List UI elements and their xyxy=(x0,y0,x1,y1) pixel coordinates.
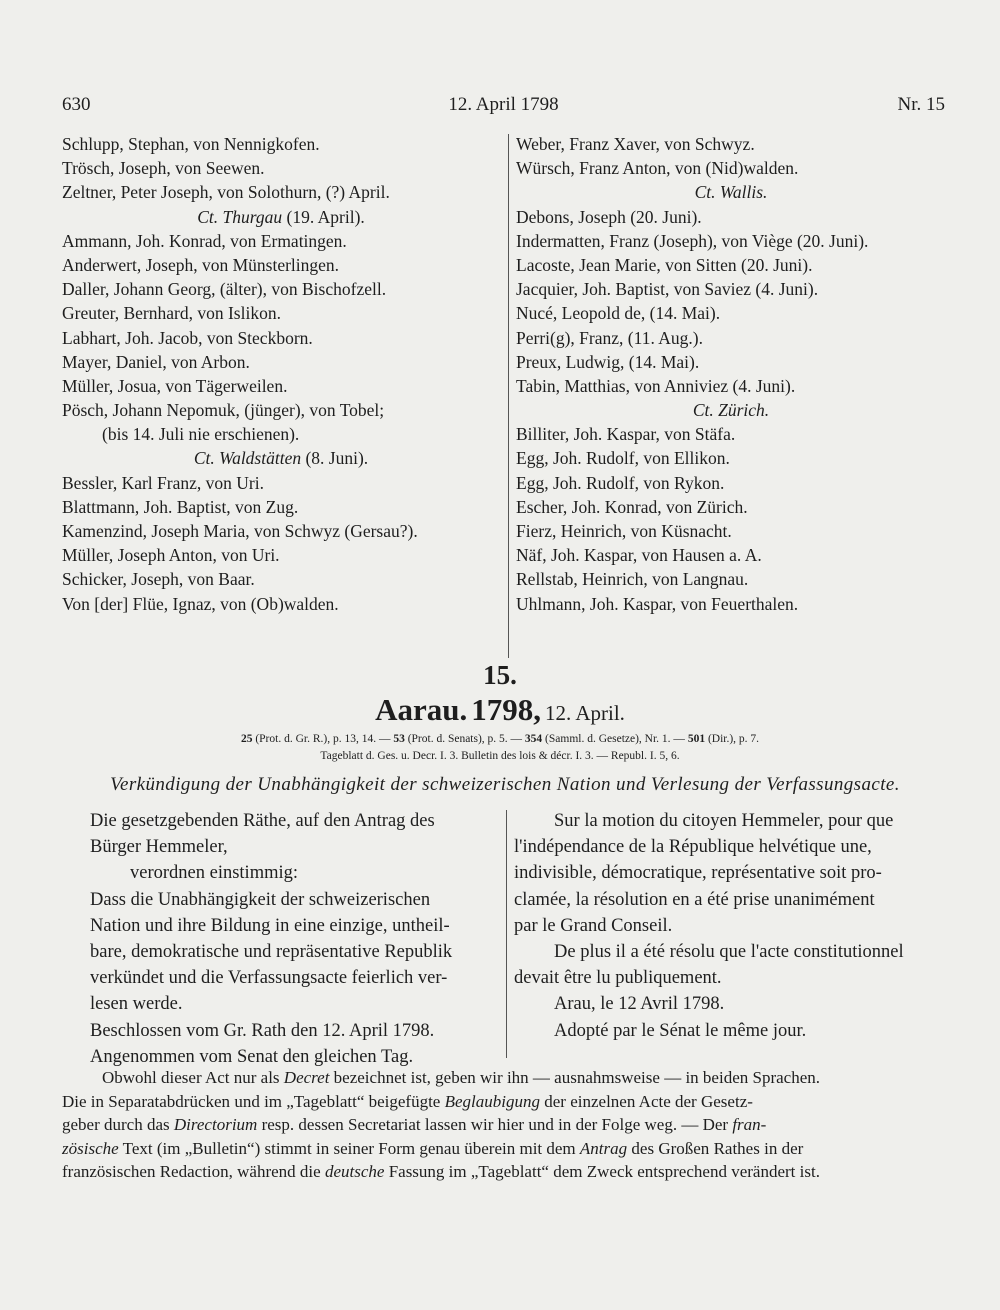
section-year: 1798, xyxy=(471,692,541,727)
header-date: 12. April 1798 xyxy=(448,94,559,115)
member-entry: Uhlmann, Joh. Kaspar, von Feuerthalen. xyxy=(516,593,799,614)
editorial-note xyxy=(62,1066,948,1184)
member-entry: Anderwert, Joseph, von Münsterlingen. xyxy=(62,254,340,275)
decree-line: Bürger Hemmeler, xyxy=(90,837,228,858)
member-entry: Daller, Johann Georg, (älter), von Bischofzell. xyxy=(62,279,387,300)
member-entry: Bessler, Karl Franz, von Uri. xyxy=(62,472,264,493)
member-entry: Preux, Ludwig, (14. Mai). xyxy=(516,351,700,372)
member-entry: Blattmann, Joh. Baptist, von Zug. xyxy=(62,496,299,517)
member-entry: Fierz, Heinrich, von Küsnacht. xyxy=(516,521,732,541)
right-member-list xyxy=(516,132,946,616)
decree-line: Adopté par le Sénat le même jour. xyxy=(554,1020,807,1041)
source-references xyxy=(0,731,1000,764)
member-entry: Labhart, Joh. Jacob, von Steckborn. xyxy=(62,327,313,348)
member-entry: Würsch, Franz Anton, von (Nid)walden. xyxy=(516,158,799,179)
member-entry: Greuter, Bernhard, von Islikon. xyxy=(62,303,281,324)
note-line: zösische Text (im „Bulletin“) stimmt in seiner Form genau überein mit dem Antrag des Großen Rathes in der xyxy=(62,1138,804,1158)
note-line: Die in Separatabdrücken und im „Tageblatt“ beigefügte Beglaubigung der einzelnen Acte der Gesetz- xyxy=(62,1091,753,1111)
section-number: 15. xyxy=(483,660,517,690)
left-member-list xyxy=(62,132,500,616)
note-line: Obwohl dieser Act nur als Decret bezeichnet ist, geben wir ihn — ausnahmsweise — in beiden Sprachen. xyxy=(102,1068,821,1087)
decree-line: devait être lu publiquement. xyxy=(514,968,722,989)
member-entry: Lacoste, Jean Marie, von Sitten (20. Juni). xyxy=(516,254,813,275)
decree-line: Dass die Unabhängigkeit der schweizerischen xyxy=(90,889,431,910)
decree-line: verkündet und die Verfassungsacte feierlich ver- xyxy=(90,968,448,989)
decree-line: par le Grand Conseil. xyxy=(514,915,673,936)
member-entry: Trösch, Joseph, von Seewen. xyxy=(62,158,265,179)
member-entry: Perri(g), Franz, (11. Aug.). xyxy=(516,327,703,348)
references-line-1: 25 (Prot. d. Gr. R.), p. 13, 14. — 53 (Prot. d. Senats), p. 5. — 354 (Samml. d. Gesetze), Nr. 1. — 501 (Dir.), p. 7. xyxy=(240,733,760,745)
decree-line: clamée, la résolution en a été prise unanimément xyxy=(514,889,875,910)
note-line: französischen Redaction, während die deutsche Fassung im „Tageblatt“ dem Zweck entsprechend verändert ist. xyxy=(62,1162,820,1182)
member-entry: Pösch, Johann Nepomuk, (jünger), von Tobel; xyxy=(62,400,385,421)
member-entry: Ammann, Joh. Konrad, von Ermatingen. xyxy=(62,230,347,251)
member-entry: Müller, Joseph Anton, von Uri. xyxy=(62,545,280,566)
member-entry: Tabin, Matthias, von Anniviez (4. Juni). xyxy=(516,375,796,396)
decree-line: Beschlossen vom Gr. Rath den 12. April 1798. xyxy=(90,1020,435,1041)
member-entry: Rellstab, Heinrich, von Langnau. xyxy=(516,569,749,590)
canton-heading: Ct. Wallis. xyxy=(694,182,768,203)
member-entry: Jacquier, Joh. Baptist, von Saviez (4. Juni). xyxy=(516,279,819,300)
section-heading xyxy=(0,692,1000,728)
member-entry: Kamenzind, Joseph Maria, von Schwyz (Gersau?). xyxy=(62,521,418,541)
member-entry: Mayer, Daniel, von Arbon. xyxy=(62,351,250,372)
note-line: geber durch das Directorium resp. dessen Secretariat lassen wir hier und in der Folge weg. — Der fran- xyxy=(62,1115,767,1135)
member-entry: Schicker, Joseph, von Baar. xyxy=(62,569,255,590)
member-entry: Näf, Joh. Kaspar, von Hausen a. A. xyxy=(516,545,762,566)
page-number: 630 xyxy=(62,94,91,115)
decree-line: Die gesetzgebenden Räthe, auf den Antrag des xyxy=(90,811,435,831)
decree-line: lesen werde. xyxy=(90,994,183,1015)
section-place: Aarau. xyxy=(375,692,468,727)
canton-heading: Ct. Waldstätten (8. Juni). xyxy=(193,448,369,469)
decree-line: bare, demokratische und repräsentative Republik xyxy=(90,942,453,963)
member-entry: (bis 14. Juli nie erschienen). xyxy=(102,424,300,445)
column-divider xyxy=(508,134,509,658)
member-entry: Indermatten, Franz (Joseph), von Viège (20. Juni). xyxy=(516,230,869,251)
references-line-2: Tageblatt d. Ges. u. Decr. I. 3. Bulletin des lois & décr. I. 3. — Republ. I. 5, 6. xyxy=(320,749,680,762)
decree-line: l'indépendance de la République helvétique une, xyxy=(514,837,872,858)
decree-line: Arau, le 12 Avril 1798. xyxy=(554,994,725,1015)
canton-heading: Ct. Zürich. xyxy=(692,400,770,421)
member-entry: Escher, Joh. Konrad, von Zürich. xyxy=(516,496,748,517)
decree-column-divider xyxy=(506,810,507,1058)
member-entry: Weber, Franz Xaver, von Schwyz. xyxy=(516,134,755,154)
decree-line: verordnen einstimmig: xyxy=(130,863,299,884)
member-entry: Billiter, Joh. Kaspar, von Stäfa. xyxy=(516,424,736,445)
canton-heading: Ct. Thurgau (19. April). xyxy=(197,206,365,227)
decree-line: De plus il a été résolu que l'acte constitutionnel xyxy=(554,942,904,963)
member-entry: Egg, Joh. Rudolf, von Rykon. xyxy=(516,472,725,493)
decree-line: indivisible, démocratique, représentative soit pro- xyxy=(514,863,882,884)
member-entry: Debons, Joseph (20. Juni). xyxy=(516,206,702,227)
member-entry: Müller, Josua, von Tägerweilen. xyxy=(62,375,288,396)
member-entry: Nucé, Leopold de, (14. Mai). xyxy=(516,303,721,324)
section-date: 12. April. xyxy=(544,701,625,725)
decree-french xyxy=(514,808,946,1044)
decree-line: Sur la motion du citoyen Hemmeler, pour que xyxy=(554,811,894,831)
page-header xyxy=(62,94,945,122)
member-entry: Schlupp, Stephan, von Nennigkofen. xyxy=(62,134,320,154)
decree-line: Angenommen vom Senat den gleichen Tag. xyxy=(90,1046,414,1067)
member-entry: Zeltner, Peter Joseph, von Solothurn, (?) April. xyxy=(62,182,390,203)
decree-line: Nation und ihre Bildung in eine einzige, untheil- xyxy=(90,915,450,936)
section-subtitle: Verkündigung der Unabhängigkeit der schweizerischen Nation und Verlesung der Verfassungsacte. xyxy=(110,774,900,795)
decree-german xyxy=(90,808,496,1070)
member-entry: Egg, Joh. Rudolf, von Ellikon. xyxy=(516,448,730,469)
member-entry: Von [der] Flüe, Ignaz, von (Ob)walden. xyxy=(62,593,339,614)
header-number: Nr. 15 xyxy=(897,94,945,115)
